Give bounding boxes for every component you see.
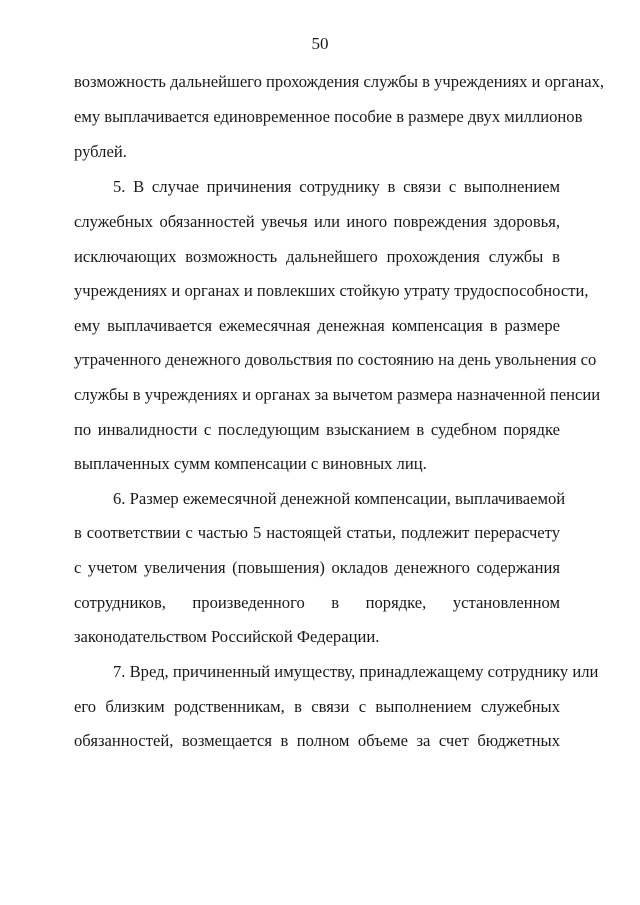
text-line: по инвалидности с последующим взысканием в судебном порядке bbox=[74, 420, 560, 439]
text-line: исключающих возможность дальнейшего прохождения службы в bbox=[74, 247, 560, 266]
text-line: службы в учреждениях и органах за вычетом размера назначенной пенсии bbox=[74, 385, 601, 404]
text-line: ему выплачивается ежемесячная денежная компенсация в размере bbox=[74, 316, 560, 335]
text-line: его близким родственникам, в связи с выполнением служебных bbox=[74, 697, 560, 716]
paragraph-6-first-line: 6. Размер ежемесячной денежной компенсации, выплачиваемой bbox=[113, 489, 566, 508]
text-line: обязанностей, возмещается в полном объеме за счет бюджетных bbox=[74, 731, 560, 750]
text-line: рублей. bbox=[74, 142, 127, 161]
page-number: 50 bbox=[311, 34, 329, 53]
text-line: выплаченных сумм компенсации с виновных лиц. bbox=[74, 454, 427, 473]
paragraph-5-first-line: 5. В случае причинения сотруднику в связи с выполнением bbox=[113, 177, 560, 196]
text-line: законодательством Российской Федерации. bbox=[74, 627, 380, 646]
text-line: сотрудников, произведенного в порядке, установленном bbox=[74, 593, 560, 612]
text-line: ему выплачивается единовременное пособие в размере двух миллионов bbox=[74, 107, 583, 126]
text-line: возможность дальнейшего прохождения службы в учреждениях и органах, bbox=[74, 72, 605, 91]
text-line: с учетом увеличения (повышения) окладов денежного содержания bbox=[74, 558, 560, 577]
text-line: учреждениях и органах и повлекших стойкую утрату трудоспособности, bbox=[74, 281, 589, 300]
paragraph-7-first-line: 7. Вред, причиненный имуществу, принадлежащему сотруднику или bbox=[113, 662, 599, 681]
text-line: в соответствии с частью 5 настоящей статьи, подлежит перерасчету bbox=[74, 523, 560, 542]
text-line: утраченного денежного довольствия по состоянию на день увольнения со bbox=[74, 350, 597, 369]
text-line: служебных обязанностей увечья или иного повреждения здоровья, bbox=[74, 212, 560, 231]
